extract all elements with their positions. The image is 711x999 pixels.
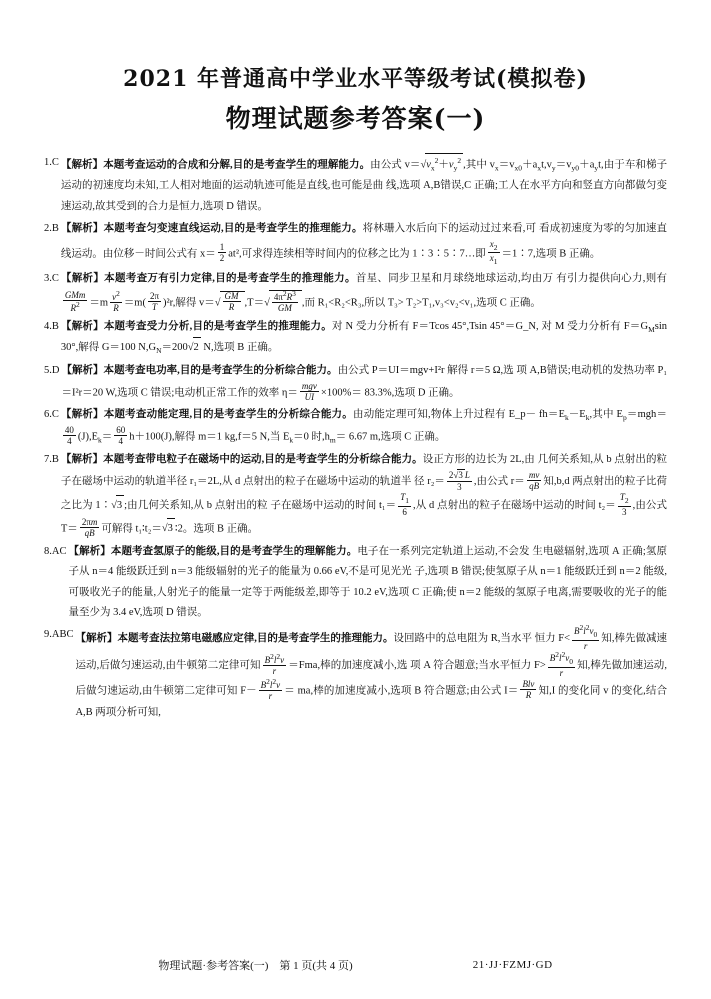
fraction-t1-6: $\frac{T_1}{6}$ <box>400 492 410 517</box>
analysis-lead: 本题考查带电粒子在磁场中的运动,目的是考查学生的分析综合能力。 <box>103 453 423 465</box>
analysis-lead: 本题考查电功率,目的是考查学生的分析综合能力。 <box>103 365 338 377</box>
line-text: 项 A,B错误;电动机的发热功率 P₁＝I²r＝20 W,选项 C 错误;电动机正常工作的效率 η＝ <box>61 365 668 398</box>
answer-body: 【解析】本题考查动能定理,目的是考查学生的分析综合能力。由动能定理可知,物体上升过程有 E_p－ $fh=E_k-E_k$,其中 $E_p=mgh=$ $\frac{40}{4}$ $(J),E_k=$ $\frac{60}{4}$ h＋100(J),解得 m＝1 kg,f＝5 N,当 $E_k=0$ 时$,h_m= 6.67$ m,选项 C 正确。 <box>60 409 668 447</box>
analysis-label: 【解析】 <box>61 365 104 377</box>
line-text: 1∶3∶5∶7…即 <box>412 247 486 259</box>
line-text: 对 M 受力分析有 F＝G <box>541 320 649 332</box>
answer-number: 4.B <box>44 320 59 332</box>
line-text: ma,棒的加速度减小,选项 B 符合题意;由公式 I＝ <box>297 685 519 697</box>
answer-body: 【解析】本题考查运动的合成和分解,目的是考查学生的理解能力。由公式 $v=√v_x^2+v_y^2$ ,其中 $v_x=v_{x0}+a_xt,v_y=v_{y0}+a_yt$,由于车和梯子运动的初速度均未知,工人相对地面的运动轨迹可能是直线,也可能是曲 线,选项 A,B错误,C 正确;工人在水平方向和竖直方向都做匀变速运动,故其受到的合力是恒力,选项 D 错误。 <box>61 153 667 217</box>
line-text: 知,I 的变化同 v 的变化,结合 A,B 两项分析可知, <box>75 685 668 718</box>
line-text: ∶2。选项 B 正确。 <box>174 523 259 535</box>
fraction-2pi-t: $\frac{2\pi}{T}$ <box>149 290 160 313</box>
line-text: t₁∶t₂＝ <box>135 523 162 535</box>
line-text: ＝mgh＝ <box>626 409 668 421</box>
line-text: 知,b,d 两点射出的粒子比荷之比为 1∶ <box>60 476 667 511</box>
line-text: 径 r₂＝ <box>414 476 445 488</box>
line-text: ＋a <box>579 159 595 171</box>
analysis-label: 【解析】 <box>68 545 111 557</box>
line-text: 83.3%,选项 D 正确。 <box>364 386 460 398</box>
line-text: 生电磁辐射,选项 A 正确;氢原子从 n＝4 能级跃迁到 n＝3 能级辐射的光子的能量为 0.66 eV,不是可见光光 <box>68 545 668 578</box>
exam-title-line2: 物理试题参考答案(一) <box>225 104 486 133</box>
answer-number: 7.B <box>44 453 59 465</box>
line-text: sin 30°,解得 G＝100 N,G <box>60 320 668 354</box>
fraction-x2-x1: $\frac{x_2}{x_1}$ <box>489 238 498 266</box>
analysis-lead: 本题考查运动的合成和分解,目的是考查学生的理解能力。 <box>103 159 371 171</box>
answer-item <box>44 542 667 624</box>
analysis-lead: 本题考查万有引力定律,目的是考查学生的推理能力。 <box>104 273 356 285</box>
line-text: h＋100(J),解得 m＝1 kg,f＝5 N,当 E <box>129 431 290 443</box>
sqrt-4pi2r3-gm: √ $\frac{4\pi^2R^3}{GM}$ <box>264 290 302 315</box>
line-text: ,T＝ <box>244 297 265 309</box>
line-text: ＝ <box>284 685 295 697</box>
fraction-mgv-ui: $\frac{\text{mgv}}{UI}$ <box>301 380 317 402</box>
line-text: 由公式 P＝UI＝mgv+I²r 解得 r＝5 Ω,选 <box>337 365 514 377</box>
line-text: N,选项 B 正确。 <box>200 342 279 354</box>
line-text: ,由公式 T＝ <box>60 499 668 535</box>
line-text: 知,棒先做加速运动,后做匀速运动,由牛顿第二定律可知 F－ <box>75 660 668 697</box>
analysis-label: 【解析】 <box>60 409 104 421</box>
sqrt-2: √2 <box>188 337 201 358</box>
analysis-lead: 本题考查受力分析,目的是考查学生的推理能力。 <box>103 320 332 332</box>
fraction-half: $\frac{1}{2}$ <box>219 241 225 264</box>
line-text: 首星、同步卫星和月球绕地球运动,均由万 <box>355 273 554 285</box>
line-text: t,v <box>541 159 552 171</box>
line-text: )²r,解得 v＝ <box>163 297 215 309</box>
exam-title-line1: 2021 年普通高中学业水平等级考试(模拟卷) <box>123 66 588 92</box>
line-text: ＝v <box>498 159 515 171</box>
line-text: 子在磁场中运动的时间 t₁＝ <box>270 499 397 511</box>
line-text: ＋a <box>522 159 538 171</box>
line-text: 对 N 受力分析有 F＝Tcos 45°,Tsin 45°＝G_N, <box>331 320 539 332</box>
line-text: ,从 d 点射出的粒子在磁场中运动的时间 t₂＝ <box>413 499 616 511</box>
answer-body: 【解析】本题考查受力分析,目的是考查学生的推理能力。对 N 受力分析有 F＝Tcos 45°,Tsin 45°＝G_N, 对 M 受力分析有 $F=G_M\sin$ 30°,解得 G＝100 $N,G_N=200√2$ N,选项 B 正确。 <box>61 317 667 359</box>
line-text: ×100%＝ <box>320 386 362 398</box>
sqrt-3: √3 <box>111 495 124 516</box>
analysis-lead: 本题考查法拉第电磁感应定律,目的是考查学生的推理能力。 <box>117 633 394 645</box>
answer-item <box>44 153 667 217</box>
line-text: ＝200 <box>161 342 188 354</box>
answer-item <box>44 317 667 359</box>
sqrt-expr: $√v_x^2+v_y^2$ <box>420 153 463 176</box>
analysis-lead: 本题考查氢原子的能级,目的是考查学生的理解能力。 <box>110 545 358 557</box>
fraction-b2l2v0-r-b: $\frac{B^2l^2v_0}{r}$ <box>549 650 574 678</box>
analysis-label: 【解析】 <box>60 273 105 285</box>
line-text: (J),E <box>77 431 99 443</box>
answer-item <box>44 625 667 723</box>
line-text: －E <box>568 409 586 421</box>
footer-left: 物理试题·参考答案(一) 第 1 页(共 4 页) <box>158 960 353 972</box>
line-text: 有引力提供向心力,则有 <box>556 273 668 285</box>
line-text: fh＝E <box>538 409 566 421</box>
line-text: ＝m <box>89 297 109 309</box>
answer-body <box>61 219 667 267</box>
fraction-b2l2v-r: $\frac{B^2l^2v}{r}$ <box>264 651 285 677</box>
analysis-label: 【解析】 <box>60 320 104 332</box>
line-text: ,其中 v <box>463 159 495 171</box>
answer-number: 8.AC <box>44 545 67 557</box>
fraction-v2-r: $\frac{v^2}{R}$ <box>112 288 120 314</box>
answer-item <box>44 361 667 403</box>
fraction-60-4: $\frac{60}{4}$ <box>116 424 126 447</box>
answer-body <box>61 269 667 314</box>
line-text: ＝Fma,棒的加速度减小,选 <box>288 660 408 672</box>
line-text: 由公式 v＝ <box>370 159 421 171</box>
line-text: 由动能定理可知,物体上升过程有 E_p－ <box>353 409 537 421</box>
line-text: 设回路中的总电阻为 R,当水平 <box>393 633 532 645</box>
footer-right: 21·JJ·FZMJ·GD <box>472 959 553 971</box>
answer-item <box>44 219 667 267</box>
answer-number: 3.C <box>44 273 59 285</box>
fraction-b2l2v-r-b: $\frac{B^2l^2v}{r}$ <box>260 676 281 702</box>
line-text: 知,棒先做减速运动,后做匀速运动,由牛顿第二定律可知 <box>75 633 668 672</box>
answer-body <box>75 625 667 723</box>
sqrt-3-b: √3 <box>162 518 175 539</box>
fraction-40-4: $\frac{40}{4}$ <box>64 424 74 447</box>
line-text: 看成初速度为零的匀加速直线运动。由位移－时间公式有 x＝ <box>60 223 668 259</box>
answer-item <box>44 269 667 314</box>
answer-body <box>61 450 667 540</box>
line-text: 可解得 <box>101 523 133 535</box>
line-text: ＝m( <box>123 297 146 309</box>
analysis-label: 【解析】 <box>75 633 118 645</box>
answer-body <box>61 361 667 403</box>
fraction-t2-3: $\frac{T_2}{3}$ <box>619 492 629 517</box>
line-text: T₂>T₁,v₃<v₂<v₁,选项 C 正确。 <box>406 297 541 309</box>
line-text: 错误。 <box>236 200 268 212</box>
page-footer <box>0 957 711 973</box>
line-text: 6.67 m,选项 C 正确。 <box>348 431 446 443</box>
analysis-label: 【解析】 <box>60 453 104 465</box>
line-text: ＝0 时,h <box>293 431 330 443</box>
line-text: 设正方形的边长为 2L,由 <box>422 453 535 465</box>
sqrt-gm-r: √ $\frac{GM}{R}$ <box>215 291 245 314</box>
line-text: t,由于车和梯子运动的初速度均未知,工人相对地面的运动轨迹可能是直线,也可能是曲 <box>60 159 668 192</box>
line-text: ＝ <box>335 431 347 443</box>
answer-item <box>44 405 667 448</box>
line-text: ＝ <box>101 431 113 443</box>
answer-number: 6.C <box>44 409 59 421</box>
line-text: 将林珊入水后向下的运动过过来看,可 <box>362 223 537 235</box>
line-text: ,其中 E <box>589 409 623 421</box>
answer-number: 1.C <box>44 157 59 168</box>
answer-item <box>44 450 667 540</box>
fraction-2sqrt3l-3: $\frac{2√3 L}{3}$ <box>448 470 470 492</box>
analysis-label: 【解析】 <box>60 223 104 235</box>
line-text: at²,可求得连续相等时间内的位移之比为 <box>228 247 410 259</box>
line-text: 电子在一系列完定轨道上运动,不会发 <box>357 545 530 557</box>
fraction-blv-r: $\frac{\text{Blv}}{R}$ <box>522 678 535 701</box>
line-text: 10.2 eV,选项 C 正确;使 n＝2 能级的氢原子电离,需要吸收的光子的能量至少为 3.4 eV,选项 D 错误。 <box>68 586 668 618</box>
answer-number: 9.ABC <box>44 629 74 641</box>
line-text: 恒力 F< <box>534 633 571 645</box>
line-text: 子,选项 B 错误;使氢原子从 n＝1 能级跃迁到 n＝2 能级,可吸收光子的能量,人射光子的能量一定等于两能级差,即等于 <box>68 566 668 598</box>
analysis-lead: 本题考查动能定理,目的是考查学生的分析综合能力。 <box>103 409 353 421</box>
answer-number: 5.D <box>44 365 60 377</box>
fraction-gmm-r2: $\frac{\text{GMm}}{R^2}$ <box>64 289 86 314</box>
line-text: 项 A 符合题意;当水平恒力 F> <box>410 660 546 672</box>
line-text: ＝1∶7,选项 B 正确。 <box>501 247 601 259</box>
answer-number: 2.B <box>44 223 59 235</box>
fraction-mv-qb: $\frac{mv}{qB}$ <box>528 469 540 492</box>
line-text: 几何关系知,从 b 点射出的粒子在磁场中运动的轨道半径 r₁＝2L,从 d 点射出的粒子在磁场中运动的轨道半 <box>60 453 668 488</box>
analysis-label: 【解析】 <box>60 159 104 171</box>
analysis-lead: 本题考查匀变速直线运动,目的是考查学生的推理能力。 <box>103 223 363 235</box>
line-text: ,而 R₁<R₂<R₃,所以 T₃> <box>301 297 404 309</box>
fraction-b2l2v0-r: $\frac{B^2l^2v_0}{r}$ <box>574 623 598 651</box>
line-text: ,由公式 r＝ <box>473 476 525 488</box>
answer-body <box>68 542 667 624</box>
answers-list <box>44 153 667 723</box>
line-text: ＝v <box>555 159 572 171</box>
line-text: ;由几何关系知,从 b 点射出的粒 <box>124 499 268 511</box>
line-text: 线,选项 A,B错误,C 正确;工人在水平方向和竖直方向都做匀变速运动,故其受到的合力是恒力,选项 D <box>60 180 668 212</box>
fraction-2pim-qb: $\frac{2\pi m}{qB}$ <box>81 516 98 539</box>
